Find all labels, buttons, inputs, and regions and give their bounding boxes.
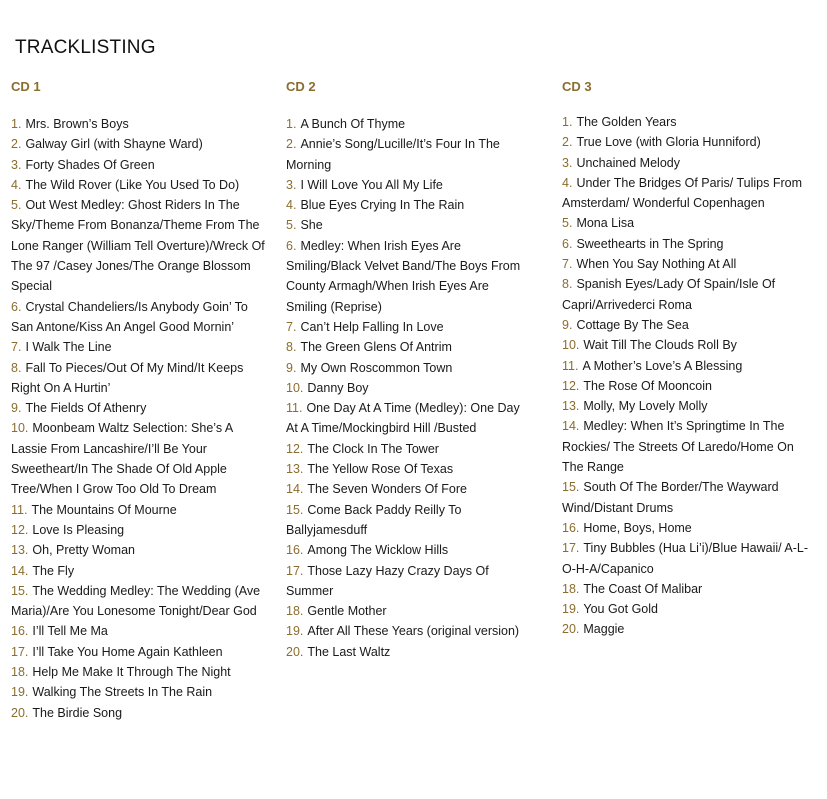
track-item — [11, 682, 266, 702]
track-item — [562, 538, 810, 579]
track-item — [562, 579, 810, 599]
track-item — [286, 337, 526, 357]
track-item — [11, 642, 266, 662]
track-number: 4. — [286, 198, 297, 213]
track-title: You Got Gold — [583, 602, 658, 617]
track-number: 20. — [11, 705, 29, 720]
track-item — [562, 274, 810, 315]
track-number: 9. — [562, 317, 573, 332]
track-title: One Day At A Time (Medley): One Day At A Time/Mockingbird Hill /Busted — [286, 401, 520, 436]
track-item — [286, 540, 526, 560]
track-title: Fall To Pieces/Out Of My Mind/It Keeps Right On A Hurtin’ — [11, 360, 244, 395]
track-item — [562, 173, 810, 214]
track-title: Those Lazy Hazy Crazy Days Of Summer — [286, 563, 489, 598]
track-item — [562, 112, 810, 132]
track-title: South Of The Border/The Wayward Wind/Distant Drums — [562, 480, 779, 515]
track-item — [286, 601, 526, 621]
track-item — [11, 175, 266, 195]
track-item — [286, 439, 526, 459]
track-item — [562, 213, 810, 233]
track-number: 15. — [286, 502, 304, 517]
track-number: 16. — [562, 520, 580, 535]
track-title: The Fields Of Athenry — [25, 401, 147, 416]
track-item — [562, 234, 810, 254]
track-title: Spanish Eyes/Lady Of Spain/Isle Of Capri/Arrivederci Roma — [562, 277, 776, 312]
track-title: The Coast Of Malibar — [583, 581, 703, 596]
track-title: Blue Eyes Crying In The Rain — [300, 198, 465, 213]
track-title: I Will Love You All My Life — [300, 177, 443, 192]
track-number: 16. — [11, 624, 29, 639]
cd3-column — [562, 78, 810, 640]
track-title: Gentle Mother — [307, 604, 387, 619]
track-title: True Love (with Gloria Hunniford) — [576, 135, 761, 150]
track-item — [286, 134, 526, 175]
track-item — [286, 236, 526, 317]
track-item — [286, 195, 526, 215]
track-number: 11. — [562, 358, 579, 373]
track-title: The Birdie Song — [32, 705, 123, 720]
track-item — [11, 662, 266, 682]
track-item — [286, 114, 526, 134]
track-title: Help Me Make It Through The Night — [32, 665, 231, 680]
track-number: 1. — [286, 117, 297, 131]
track-title: Medley: When It’s Springtime In The Rockies/ The Streets Of Laredo/Home On The Range — [562, 419, 794, 475]
track-number: 7. — [286, 319, 297, 334]
track-number: 15. — [11, 583, 29, 598]
track-number: 18. — [11, 665, 29, 680]
track-title: The Fly — [32, 563, 75, 578]
track-item — [11, 418, 266, 499]
track-title: The Wild Rover (Like You Used To Do) — [25, 177, 240, 192]
track-item — [562, 132, 810, 152]
track-title: Come Back Paddy Reilly To Ballyjamesduff — [286, 502, 462, 537]
track-item — [11, 561, 266, 581]
track-title: Mrs. Brown’s Boys — [25, 117, 129, 131]
track-title: Among The Wicklow Hills — [307, 543, 449, 558]
track-number: 6. — [11, 299, 22, 314]
track-number: 19. — [562, 602, 580, 617]
track-item — [562, 416, 810, 477]
track-title: I Walk The Line — [25, 340, 112, 355]
track-number: 4. — [11, 177, 22, 192]
track-title: The Last Waltz — [307, 644, 391, 659]
track-item — [286, 378, 526, 398]
track-title: My Own Roscommon Town — [300, 360, 453, 375]
track-title: The Mountains Of Mourne — [31, 502, 177, 517]
track-item — [562, 356, 810, 376]
track-number: 18. — [286, 604, 304, 619]
track-number: 20. — [286, 644, 304, 659]
track-title: Out West Medley: Ghost Riders In The Sky/Theme From Bonanza/Theme From The Lone Ranger (William Tell Overture)/Wreck Of The 97 /Casey Jones/The Orange Blossom Special — [11, 198, 265, 294]
track-title: Mona Lisa — [576, 216, 635, 231]
track-item — [11, 703, 266, 723]
track-title: Galway Girl (with Shayne Ward) — [25, 137, 203, 152]
track-title: Danny Boy — [307, 380, 369, 395]
track-title: I’ll Tell Me Ma — [32, 624, 108, 639]
track-number: 15. — [562, 480, 580, 495]
track-title: Can’t Help Falling In Love — [300, 319, 444, 334]
track-number: 19. — [286, 624, 304, 639]
track-item — [11, 358, 266, 399]
track-number: 1. — [11, 117, 22, 131]
track-number: 3. — [562, 155, 573, 170]
track-title: Annie’s Song/Lucille/It’s Four In The Morning — [286, 137, 500, 172]
track-title: When You Say Nothing At All — [576, 257, 737, 272]
track-number: 14. — [11, 563, 29, 578]
track-number: 5. — [11, 198, 22, 213]
track-title: Wait Till The Clouds Roll By — [583, 338, 737, 353]
cd1-column — [11, 78, 266, 723]
track-item — [562, 376, 810, 396]
track-number: 11. — [286, 401, 303, 416]
track-item — [562, 335, 810, 355]
track-number: 2. — [11, 137, 22, 152]
track-number: 12. — [562, 378, 580, 393]
track-item — [286, 459, 526, 479]
cd2-heading: CD 2 — [286, 79, 316, 94]
track-number: 19. — [11, 685, 29, 700]
track-title: Maggie — [583, 622, 625, 637]
track-number: 17. — [11, 644, 29, 659]
track-item — [11, 581, 266, 622]
track-item — [286, 175, 526, 195]
cd3-track-list — [562, 112, 810, 640]
track-item — [286, 398, 526, 439]
track-title: Walking The Streets In The Rain — [32, 685, 213, 700]
track-title: Molly, My Lovely Molly — [583, 399, 708, 414]
track-number: 8. — [562, 277, 573, 292]
track-number: 16. — [286, 543, 304, 558]
track-number: 7. — [562, 257, 573, 272]
track-number: 13. — [11, 543, 29, 558]
page-title: TRACKLISTING — [15, 37, 156, 58]
track-number: 2. — [286, 137, 297, 152]
track-item — [286, 561, 526, 602]
track-item — [286, 621, 526, 641]
track-title: She — [300, 218, 323, 233]
track-number: 17. — [562, 541, 580, 556]
track-title: The Clock In The Tower — [307, 441, 439, 456]
track-number: 11. — [11, 502, 28, 517]
track-item — [286, 479, 526, 499]
track-title: The Yellow Rose Of Texas — [307, 462, 454, 477]
track-item — [11, 621, 266, 641]
track-number: 14. — [562, 419, 580, 434]
track-number: 12. — [11, 522, 29, 537]
cd1-heading: CD 1 — [11, 79, 41, 94]
track-item — [562, 619, 810, 639]
track-number: 5. — [562, 216, 573, 231]
track-item — [562, 599, 810, 619]
track-item — [562, 477, 810, 518]
track-number: 13. — [562, 399, 580, 414]
track-title: Medley: When Irish Eyes Are Smiling/Black Velvet Band/The Boys From County Armagh/When Irish Eyes Are Smiling (Reprise) — [286, 238, 521, 314]
track-item — [286, 358, 526, 378]
track-item — [11, 297, 266, 338]
track-number: 8. — [286, 340, 297, 355]
track-item — [11, 398, 266, 418]
track-item — [11, 134, 266, 154]
track-item — [11, 520, 266, 540]
track-number: 9. — [11, 401, 22, 416]
track-number: 5. — [286, 218, 297, 233]
track-title: Forty Shades Of Green — [25, 157, 155, 172]
track-number: 2. — [562, 135, 573, 150]
track-item — [562, 396, 810, 416]
track-title: The Seven Wonders Of Fore — [307, 482, 467, 497]
track-number: 17. — [286, 563, 304, 578]
track-item — [11, 114, 266, 134]
track-title: Moonbeam Waltz Selection: She’s A Lassie From Lancashire/I’ll Be Your Sweetheart/In The Shade Of Old Apple Tree/When I Grow Too Old To Dream — [11, 421, 233, 497]
track-title: Crystal Chandeliers/Is Anybody Goin’ To San Antone/Kiss An Angel Good Mornin’ — [11, 299, 248, 334]
cd3-heading: CD 3 — [562, 79, 592, 94]
track-item — [286, 642, 526, 662]
track-number: 7. — [11, 340, 22, 355]
track-title: Cottage By The Sea — [576, 317, 689, 332]
track-item — [286, 317, 526, 337]
track-number: 1. — [562, 115, 573, 129]
track-item — [11, 500, 266, 520]
track-number: 10. — [286, 380, 304, 395]
track-item — [562, 315, 810, 335]
track-title: The Green Glens Of Antrim — [300, 340, 452, 355]
track-number: 3. — [286, 177, 297, 192]
track-item — [286, 500, 526, 541]
track-number: 13. — [286, 462, 304, 477]
track-title: Under The Bridges Of Paris/ Tulips From Amsterdam/ Wonderful Copenhagen — [562, 175, 802, 211]
track-number: 6. — [562, 236, 573, 251]
cd2-column — [286, 78, 526, 662]
track-item — [11, 195, 266, 296]
track-title: Oh, Pretty Woman — [32, 543, 135, 558]
track-number: 20. — [562, 622, 580, 637]
track-number: 9. — [286, 360, 297, 375]
cd2-track-list — [286, 114, 526, 662]
track-title: A Mother’s Love’s A Blessing — [582, 358, 743, 373]
track-number: 10. — [562, 338, 580, 353]
track-number: 4. — [562, 175, 573, 190]
track-item — [286, 215, 526, 235]
cd1-track-list — [11, 114, 266, 723]
track-title: Tiny Bubbles (Hua Li’i)/Blue Hawaii/ A-L-O-H-A/Capanico — [562, 541, 809, 576]
track-number: 10. — [11, 421, 29, 436]
track-number: 3. — [11, 157, 22, 172]
track-item — [11, 540, 266, 560]
track-number: 8. — [11, 360, 22, 375]
track-number: 14. — [286, 482, 304, 497]
track-title: Love Is Pleasing — [32, 522, 125, 537]
track-item — [562, 254, 810, 274]
track-item — [11, 155, 266, 175]
track-title: The Wedding Medley: The Wedding (Ave Maria)/Are You Lonesome Tonight/Dear God — [11, 583, 261, 619]
track-number: 6. — [286, 238, 297, 253]
track-title: Unchained Melody — [576, 155, 680, 170]
track-title: A Bunch Of Thyme — [300, 117, 406, 131]
track-item — [562, 518, 810, 538]
track-title: Sweethearts in The Spring — [576, 236, 724, 251]
track-title: The Rose Of Mooncoin — [583, 378, 712, 393]
track-number: 12. — [286, 441, 304, 456]
track-item — [562, 153, 810, 173]
track-title: I’ll Take You Home Again Kathleen — [32, 644, 223, 659]
track-item — [11, 337, 266, 357]
track-title: After All These Years (original version) — [307, 624, 520, 639]
track-title: The Golden Years — [576, 115, 677, 129]
track-number: 18. — [562, 581, 580, 596]
track-title: Home, Boys, Home — [583, 520, 692, 535]
